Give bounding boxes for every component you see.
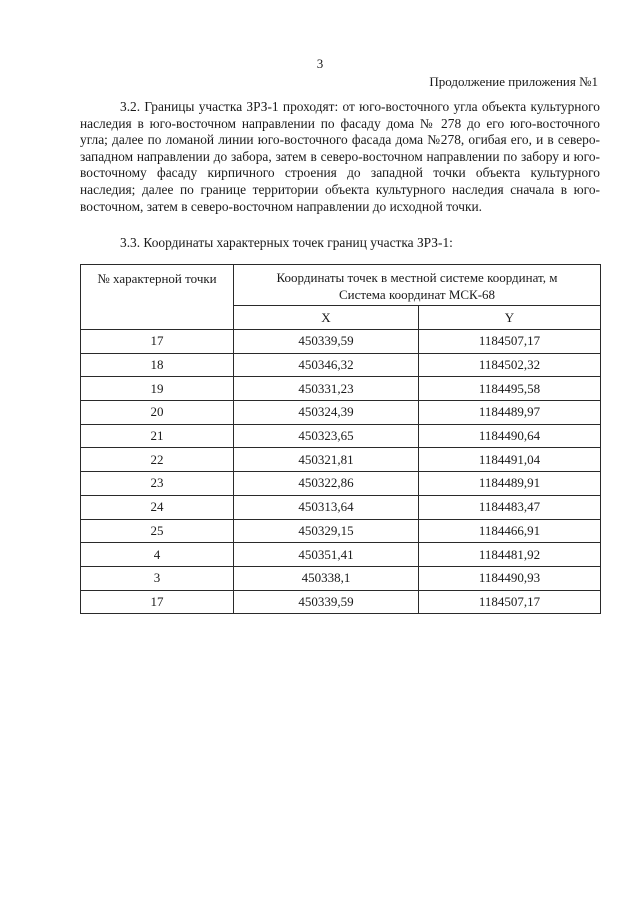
cell-y: 1184507,17 <box>419 590 601 614</box>
cell-y: 1184466,91 <box>419 519 601 543</box>
coordinates-table <box>80 264 601 614</box>
cell-x: 450324,39 <box>234 401 419 425</box>
cell-y: 1184483,47 <box>419 495 601 519</box>
cell-x: 450339,59 <box>234 330 419 354</box>
cell-y: 1184489,91 <box>419 472 601 496</box>
table-row <box>81 424 601 448</box>
table-row <box>81 543 601 567</box>
cell-y: 1184507,17 <box>419 330 601 354</box>
table-row <box>81 472 601 496</box>
cell-point: 23 <box>81 472 234 496</box>
coordinates-intro-paragraph: 3.3. Координаты характерных точек границ участка ЗРЗ-1: <box>120 235 453 250</box>
cell-x: 450323,65 <box>234 424 419 448</box>
cell-y: 1184489,97 <box>419 401 601 425</box>
table-row <box>81 448 601 472</box>
cell-x: 450351,41 <box>234 543 419 567</box>
table-row <box>81 495 601 519</box>
cell-x: 450339,59 <box>234 590 419 614</box>
cell-x: 450338,1 <box>234 566 419 590</box>
boundaries-paragraph: 3.2. Границы участка ЗРЗ-1 проходят: от юго-восточного угла объекта культурного наследия в юго-восточном направлении по фасаду дома № 278 до его юго-восточного угла; далее по ломаной линии юго-восточного фасада дома №278, огибая его, и в северо-западном направлении до забора, затем в северо-восточном направлении по забору и юго-восточному фасаду кирпичного строения до западной точки объекта культурного наследия; далее по границе территории объекта культурного наследия сначала в юго-восточном, затем в северо-восточном направлении до исходной точки. <box>80 99 600 214</box>
cell-point: 4 <box>81 543 234 567</box>
table-row <box>81 519 601 543</box>
table-body <box>81 330 601 614</box>
cell-y: 1184495,58 <box>419 377 601 401</box>
table-row <box>81 401 601 425</box>
table-header-row <box>81 265 601 306</box>
header-point-number: № характерной точки <box>81 265 234 330</box>
header-coordinate-system-line2: Система координат МСК-68 <box>338 287 496 302</box>
cell-point: 17 <box>81 330 234 354</box>
cell-point: 22 <box>81 448 234 472</box>
cell-point: 24 <box>81 495 234 519</box>
header-coordinate-system <box>234 265 601 306</box>
cell-point: 18 <box>81 353 234 377</box>
page-number: 3 <box>316 56 324 71</box>
cell-point: 20 <box>81 401 234 425</box>
table-row <box>81 353 601 377</box>
cell-y: 1184490,64 <box>419 424 601 448</box>
table-row <box>81 330 601 354</box>
cell-point: 19 <box>81 377 234 401</box>
header-coordinate-system-line1: Координаты точек в местной системе координат, м <box>276 270 558 285</box>
cell-x: 450321,81 <box>234 448 419 472</box>
cell-x: 450331,23 <box>234 377 419 401</box>
header-x: X <box>234 306 419 330</box>
cell-y: 1184481,92 <box>419 543 601 567</box>
cell-point: 21 <box>81 424 234 448</box>
cell-x: 450313,64 <box>234 495 419 519</box>
cell-x: 450346,32 <box>234 353 419 377</box>
cell-y: 1184490,93 <box>419 566 601 590</box>
cell-point: 25 <box>81 519 234 543</box>
cell-x: 450329,15 <box>234 519 419 543</box>
cell-point: 3 <box>81 566 234 590</box>
table-row <box>81 377 601 401</box>
header-y: Y <box>419 306 601 330</box>
cell-y: 1184491,04 <box>419 448 601 472</box>
appendix-continuation-note: Продолжение приложения №1 <box>429 74 598 89</box>
cell-point: 17 <box>81 590 234 614</box>
cell-y: 1184502,32 <box>419 353 601 377</box>
table-row <box>81 590 601 614</box>
cell-x: 450322,86 <box>234 472 419 496</box>
table-row <box>81 566 601 590</box>
